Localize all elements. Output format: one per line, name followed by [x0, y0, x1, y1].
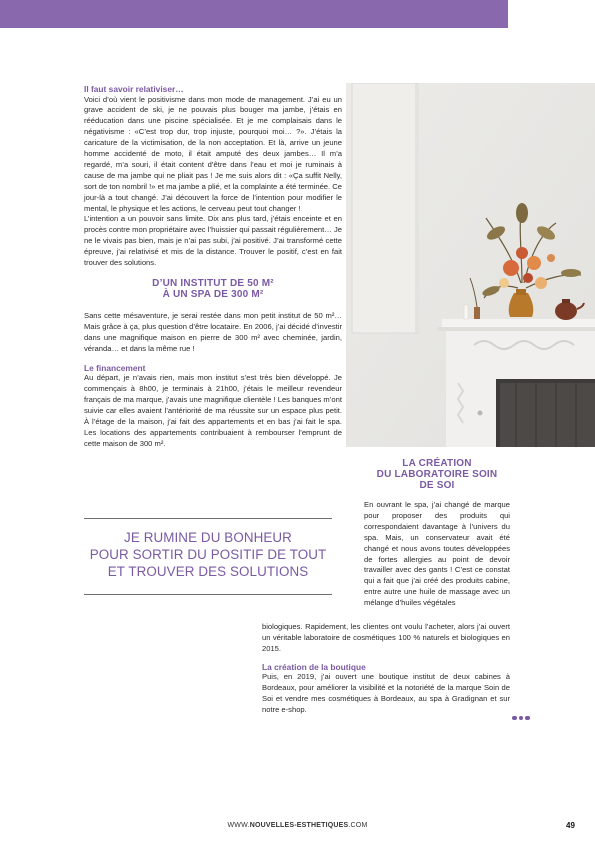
section-title-laboratoire-line3: DE SOI: [419, 480, 455, 491]
subhead-financement: Le financement: [84, 362, 146, 373]
right-column: [364, 458, 510, 609]
paragraph: Voici d’où vient le positivisme dans mon mode de management. J’ai eu un grave accident de ski, je ne pouvais plus bouger ma jambe, j’étais en rééducation dans une piscine spécialisée. Et je me complaisais dans le négativisme : «C’est trop dur, trop injuste, pourquoi moi… ?». J’étais la caricature de la victimisation, de la non acceptation. Et là, arrive un jeune homme accidenté de moto, il était amputé des deux jambes… Il m’a regardé, m’a souri, il était content d’être dans l’eau et moi je ruminais à cause de ma jambe qui ne pliait pas ! Je me suis alors dit : «Ça suffit Nelly, sort de ton nombril !» et ma jambe a plié, et la complainte a été terminée. Ce jour-là a tout changé. J’ai découvert la force de l’intention pour modifier le mental, le physique et les actions, le cerveau peut tout changer !: [84, 94, 342, 213]
bottom-column: [262, 622, 510, 716]
left-column: [84, 84, 342, 449]
footer-url-suffix: .COM: [348, 822, 368, 829]
section-title-institut: D’UN INSTITUT DE 50 M²: [152, 278, 274, 289]
paragraph: biologiques. Rapidement, les clientes ont voulu l’acheter, alors j’ai ouvert un véritable laboratoire de cosmétiques 100 % naturels et biologiques en 2015.: [262, 622, 510, 653]
paragraph: L’intention a un pouvoir sans limite. Dix ans plus tard, j’étais enceinte et en procès contre mon propriétaire avec l’huissier qui passait régulièrement… Je ne le vivais pas bien, mais je n’ai pas subi, j’ai positivé. J’ai transformé cette épreuve, j’ai relativisé et mis de la distance. Trouver le positif, c’est en fait trouver des solutions.: [84, 214, 342, 268]
pull-quote-line: POUR SORTIR DU POSITIF DE TOUT: [89, 546, 327, 562]
subhead-relativiser: Il faut savoir relativiser…: [84, 84, 184, 94]
paragraph: En ouvrant le spa, j’ai changé de marque pour proposer des produits qui correspondaient davantage à l’univers du spa. Mais, un conservateur avait été changé et nous avons toutes développées de fortes allergies au point de devoir travailler avec des gants ! C’est ce constat qui a fait que j’ai créé des produits cabine, entre autre une huile de massage avec un mélange d’huiles végétales: [364, 500, 510, 608]
paragraph: Puis, en 2019, j’ai ouvert une boutique institut de deux cabines à Bordeaux, pour améliorer la visibilité et la notoriété de la marque Soin de Soi et vendre mes cosmétiques à Bordeaux, au spa à Gradignan et sur notre e-shop.: [262, 672, 510, 714]
pull-quote-line: ET TROUVER DES SOLUTIONS: [107, 563, 309, 579]
pull-quote-line: JE RUMINE DU BONHEUR: [124, 530, 292, 545]
footer-url-prefix: WWW.: [227, 822, 250, 829]
top-color-bar: [0, 0, 508, 28]
pull-quote: [84, 518, 332, 595]
page-number: 49: [566, 821, 575, 830]
section-title-laboratoire-line2: DU LABORATOIRE SOIN: [376, 469, 498, 480]
subhead-boutique: La création de la boutique: [262, 661, 366, 672]
continued-dots-icon: [512, 707, 534, 715]
paragraph: Sans cette mésaventure, je serai restée dans mon petit institut de 50 m²… Mais grâce à ça, plus question d’être locataire. En 2006, j’ai décidé d’investir dans une magnifique maison en pierre de 300 m² avec cheminée, jardin, véranda… et dans la même rue !: [84, 311, 342, 353]
fireplace-photo: [346, 83, 595, 447]
section-title-laboratoire: LA CRÉATION: [402, 458, 472, 469]
footer-url: [0, 822, 595, 829]
paragraph: Au départ, je n’avais rien, mais mon institut s’est très bien développé. Je commençais à 8h00, je terminais à 21h00, j’étais le meilleur revendeur français de ma marque, j’avais une magnifique clientèle ! Les banques m’ont suivie car elles avaient l’antériorité de ma réussite sur un espace plus petit. À l’étage de la maison, j’ai fait des appartements et en bas j’ai fait le spa. Les locations des appartements contribuaient à rembourser l’emprunt de cette maison de 300 m².: [84, 373, 342, 448]
footer-url-domain: NOUVELLES-ESTHETIQUES: [249, 822, 349, 829]
section-title-institut-line2: À UN SPA DE 300 M²: [162, 289, 264, 300]
